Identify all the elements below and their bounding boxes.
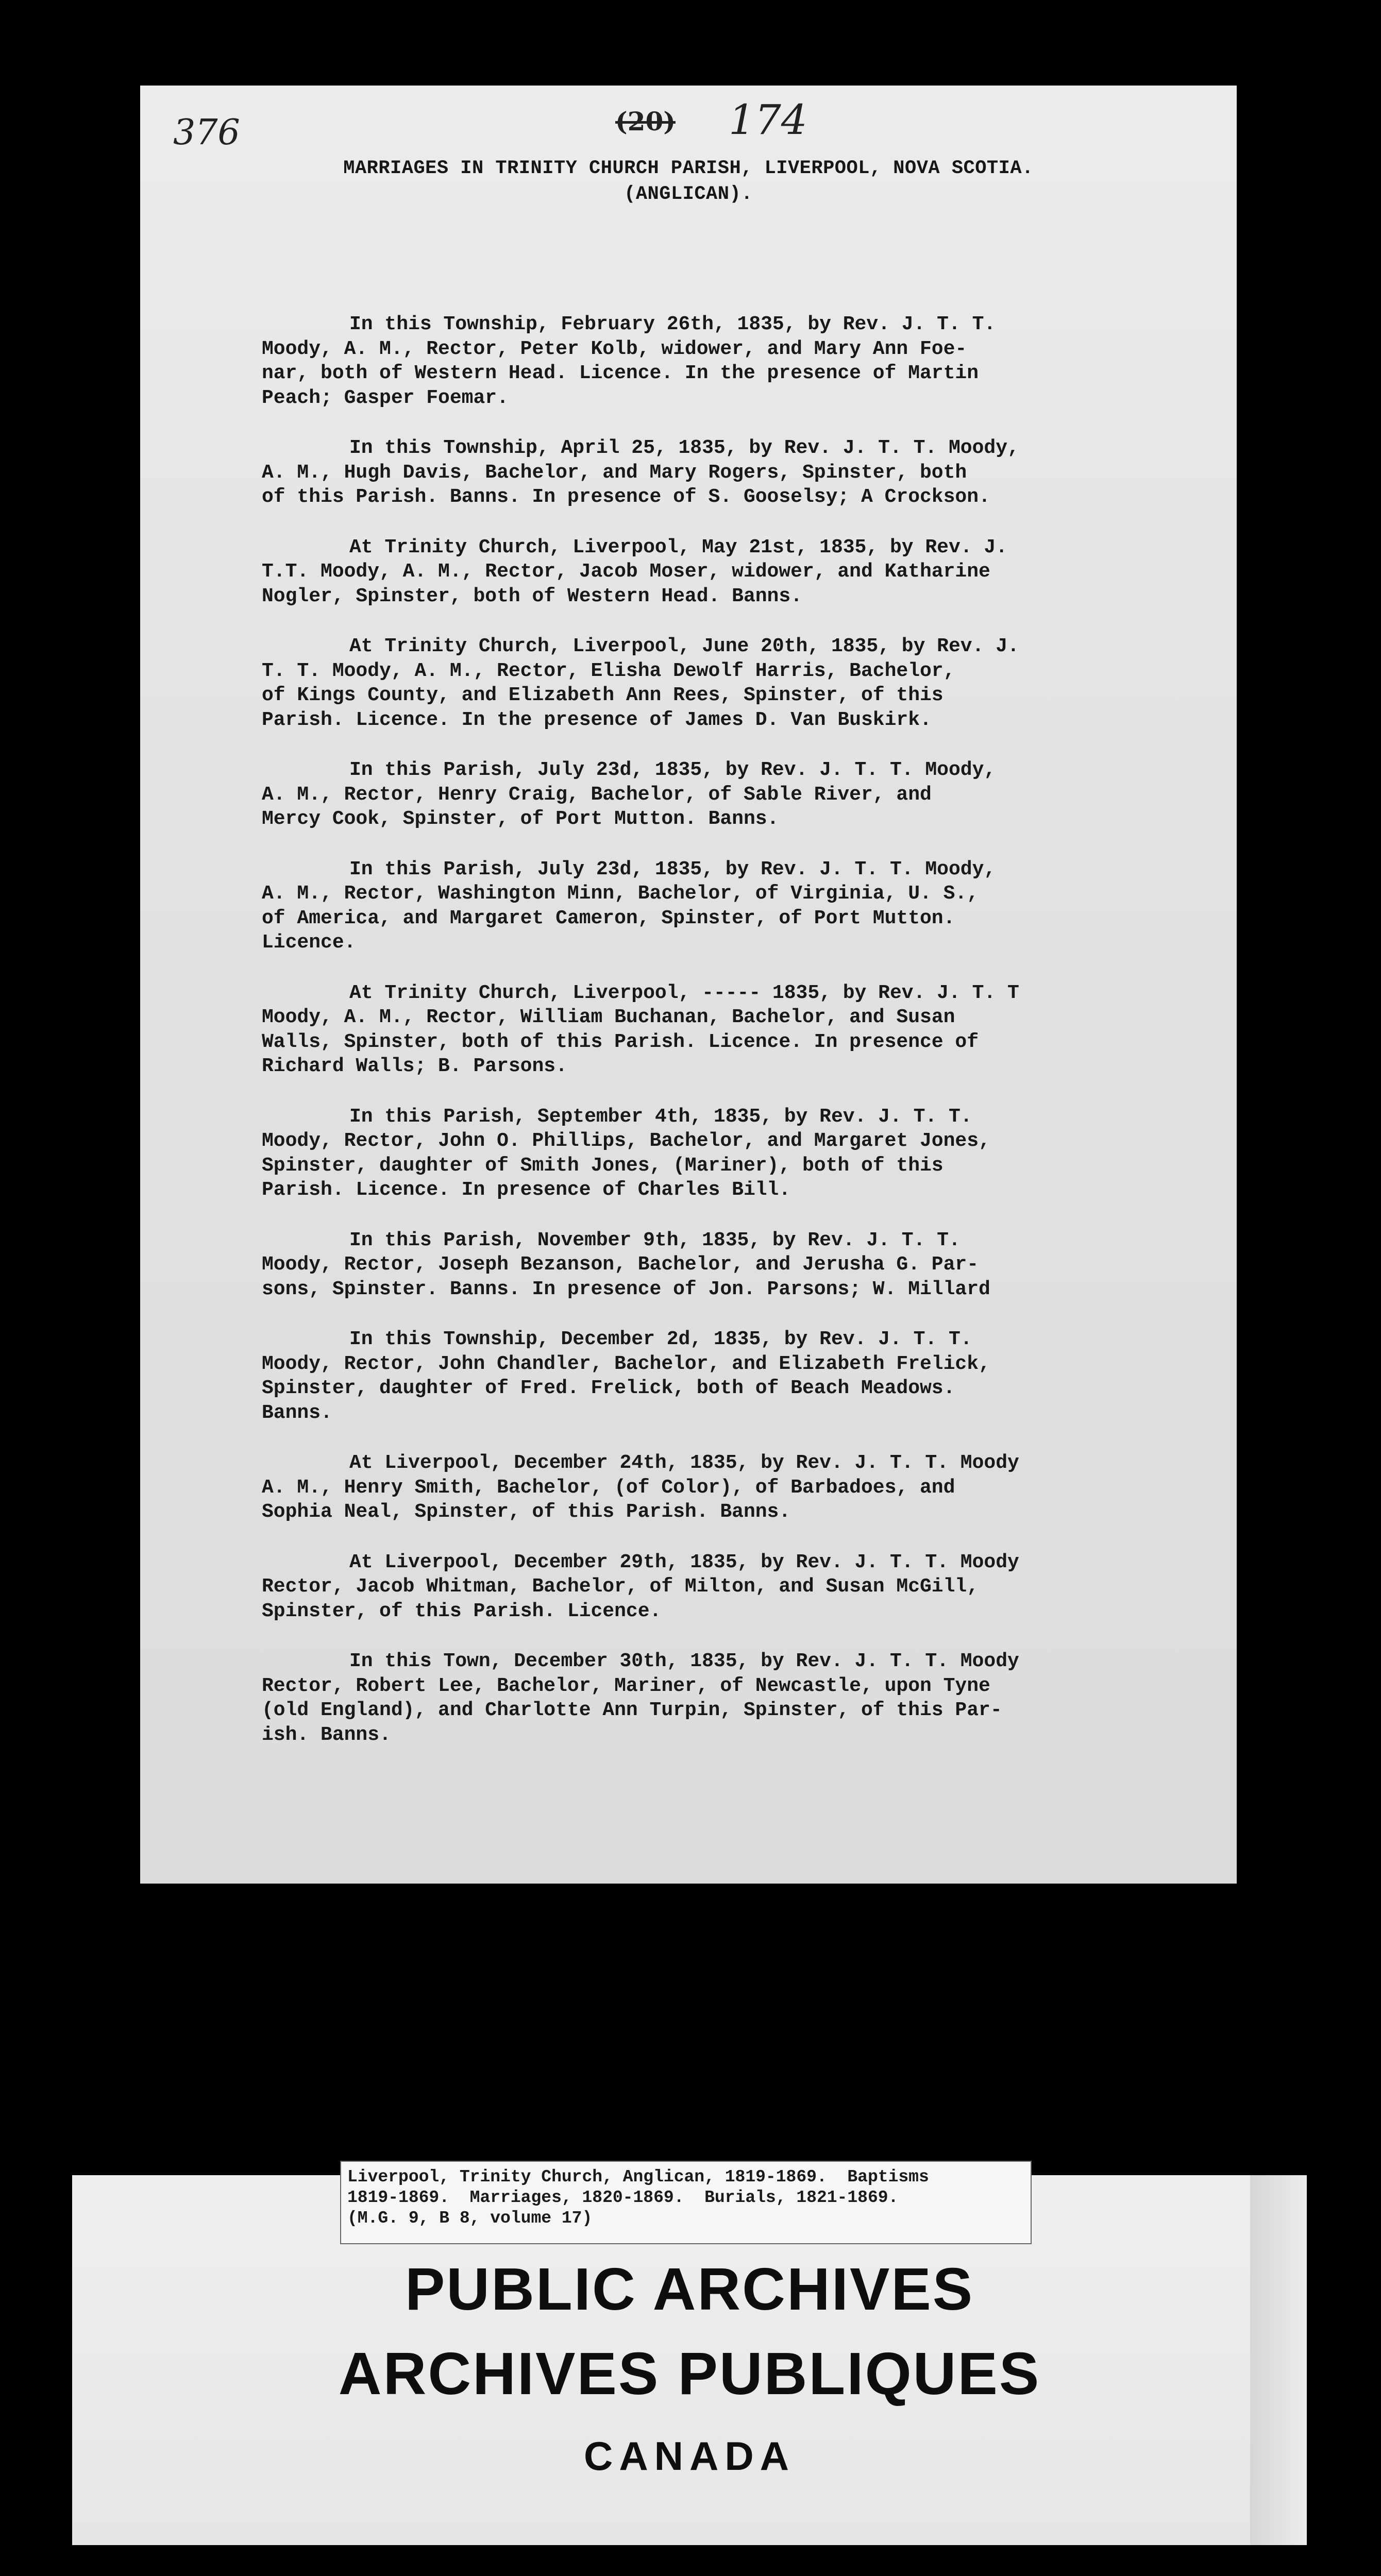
marriage-entry xyxy=(262,1550,1237,1624)
entry-line: Parish. Licence. In presence of Charles Bill. xyxy=(262,1179,791,1201)
folio-number-right: 174 xyxy=(729,96,807,144)
page-title xyxy=(140,156,1237,207)
entry-line: In this Parish, September 4th, 1835, by Rev. J. T. T. xyxy=(349,1105,972,1128)
entry-line: Moody, A. M., Rector, William Buchanan, Bachelor, and Susan xyxy=(262,1006,955,1028)
entry-line: of this Parish. Banns. In presence of S. Gooselsy; A Crockson. xyxy=(262,486,990,508)
label-line-1: Liverpool, Trinity Church, Anglican, 1819-1869. Baptisms xyxy=(347,2167,929,2187)
entry-line: In this Parish, July 23d, 1835, by Rev. J. T. T. Moody, xyxy=(349,759,996,781)
marriage-entry xyxy=(262,758,1237,832)
entry-line: In this Township, April 25, 1835, by Rev. J. T. T. Moody, xyxy=(349,437,1019,459)
entry-line: nar, both of Western Head. Licence. In the presence of Martin xyxy=(262,362,979,384)
entry-line: Moody, Rector, Joseph Bezanson, Bachelor, and Jerusha G. Par- xyxy=(262,1253,979,1276)
entry-line: In this Town, December 30th, 1835, by Rev. J. T. T. Moody xyxy=(349,1650,1019,1672)
label-line-3: (M.G. 9, B 8, volume 17) xyxy=(347,2209,593,2228)
entry-line: T. T. Moody, A. M., Rector, Elisha Dewolf Harris, Bachelor, xyxy=(262,659,955,682)
entry-line: In this Township, December 2d, 1835, by Rev. J. T. T. xyxy=(349,1328,972,1350)
marriage-entry xyxy=(262,436,1237,510)
folio-number-struck: (20) xyxy=(615,106,676,137)
marriage-entry xyxy=(262,1451,1237,1524)
document-page xyxy=(140,86,1237,1884)
entry-line: In this Township, February 26th, 1835, by Rev. J. T. T. xyxy=(349,313,996,335)
entry-line: Moody, A. M., Rector, Peter Kolb, widower, and Mary Ann Foe- xyxy=(262,337,967,360)
entry-line: Nogler, Spinster, both of Western Head. Banns. xyxy=(262,585,802,607)
entry-line: Moody, Rector, John O. Phillips, Bachelor, and Margaret Jones, xyxy=(262,1130,990,1152)
marriage-entry xyxy=(262,634,1237,732)
entry-line: A. M., Rector, Washington Minn, Bachelor, of Virginia, U. S., xyxy=(262,883,979,905)
entry-line: Mercy Cook, Spinster, of Port Mutton. Banns. xyxy=(262,808,779,830)
entry-line: At Liverpool, December 29th, 1835, by Rev. J. T. T. Moody xyxy=(349,1551,1019,1573)
entry-line: A. M., Hugh Davis, Bachelor, and Mary Rogers, Spinster, both xyxy=(262,461,967,484)
collection-label xyxy=(340,2161,1032,2244)
entry-line: Spinster, daughter of Smith Jones, (Mariner), both of this xyxy=(262,1154,944,1177)
entry-line: ish. Banns. xyxy=(262,1723,391,1746)
marriage-entry xyxy=(262,312,1237,410)
title-line-2: (ANGLICAN). xyxy=(624,183,753,205)
archives-title-english: PUBLIC ARCHIVES xyxy=(405,2256,974,2323)
entry-line: of America, and Margaret Cameron, Spinster, of Port Mutton. xyxy=(262,907,955,929)
marriage-entry xyxy=(262,857,1237,955)
entry-line: Parish. Licence. In the presence of James D. Van Buskirk. xyxy=(262,708,932,731)
marriage-entry xyxy=(262,981,1237,1079)
title-line-1: MARRIAGES IN TRINITY CHURCH PARISH, LIVERPOOL, NOVA SCOTIA. xyxy=(343,158,1034,179)
entry-line: Rector, Jacob Whitman, Bachelor, of Milton, and Susan McGill, xyxy=(262,1575,979,1598)
folio-number-left: 376 xyxy=(173,112,240,153)
entry-line: Spinster, daughter of Fred. Frelick, both of Beach Meadows. xyxy=(262,1377,955,1399)
entry-line: of Kings County, and Elizabeth Ann Rees, Spinster, of this xyxy=(262,684,944,706)
entry-line: Spinster, of this Parish. Licence. xyxy=(262,1600,662,1622)
archives-country: CANADA xyxy=(584,2433,795,2479)
marriage-entry xyxy=(262,1105,1237,1202)
archive-card xyxy=(72,2167,1307,2545)
entry-line: Licence. xyxy=(262,931,356,954)
marriage-entries xyxy=(262,312,1237,1773)
archives-title-french: ARCHIVES PUBLIQUES xyxy=(338,2340,1041,2407)
marriage-entry xyxy=(262,1327,1237,1425)
entry-line: A. M., Rector, Henry Craig, Bachelor, of Sable River, and xyxy=(262,783,932,806)
label-line-2: 1819-1869. Marriages, 1820-1869. Burials, 1821-1869. xyxy=(347,2188,899,2207)
marriage-entry xyxy=(262,1649,1237,1747)
entry-line: At Trinity Church, Liverpool, May 21st, 1835, by Rev. J. xyxy=(349,536,1008,558)
entry-line: Walls, Spinster, both of this Parish. Licence. In presence of xyxy=(262,1030,979,1053)
entry-line: Rector, Robert Lee, Bachelor, Mariner, of Newcastle, upon Tyne xyxy=(262,1674,990,1697)
entry-line: At Trinity Church, Liverpool, ----- 1835, by Rev. J. T. T xyxy=(349,981,1019,1004)
entry-line: At Trinity Church, Liverpool, June 20th, 1835, by Rev. J. xyxy=(349,635,1019,657)
entry-line: Richard Walls; B. Parsons. xyxy=(262,1055,567,1077)
marriage-entry xyxy=(262,1228,1237,1302)
entry-line: Moody, Rector, John Chandler, Bachelor, and Elizabeth Frelick, xyxy=(262,1352,990,1375)
entry-line: sons, Spinster. Banns. In presence of Jon. Parsons; W. Millard xyxy=(262,1278,990,1300)
entry-line: Banns. xyxy=(262,1401,332,1424)
entry-line: Peach; Gasper Foemar. xyxy=(262,386,509,409)
entry-line: In this Parish, November 9th, 1835, by Rev. J. T. T. xyxy=(349,1229,961,1251)
entry-line: At Liverpool, December 24th, 1835, by Rev. J. T. T. Moody xyxy=(349,1452,1019,1474)
entry-line: T.T. Moody, A. M., Rector, Jacob Moser, widower, and Katharine xyxy=(262,561,990,583)
entry-line: (old England), and Charlotte Ann Turpin, Spinster, of this Par- xyxy=(262,1699,1002,1721)
entry-line: A. M., Henry Smith, Bachelor, (of Color), of Barbadoes, and xyxy=(262,1476,955,1499)
marriage-entry xyxy=(262,535,1237,609)
entry-line: Sophia Neal, Spinster, of this Parish. Banns. xyxy=(262,1501,791,1523)
entry-line: In this Parish, July 23d, 1835, by Rev. J. T. T. Moody, xyxy=(349,858,996,880)
